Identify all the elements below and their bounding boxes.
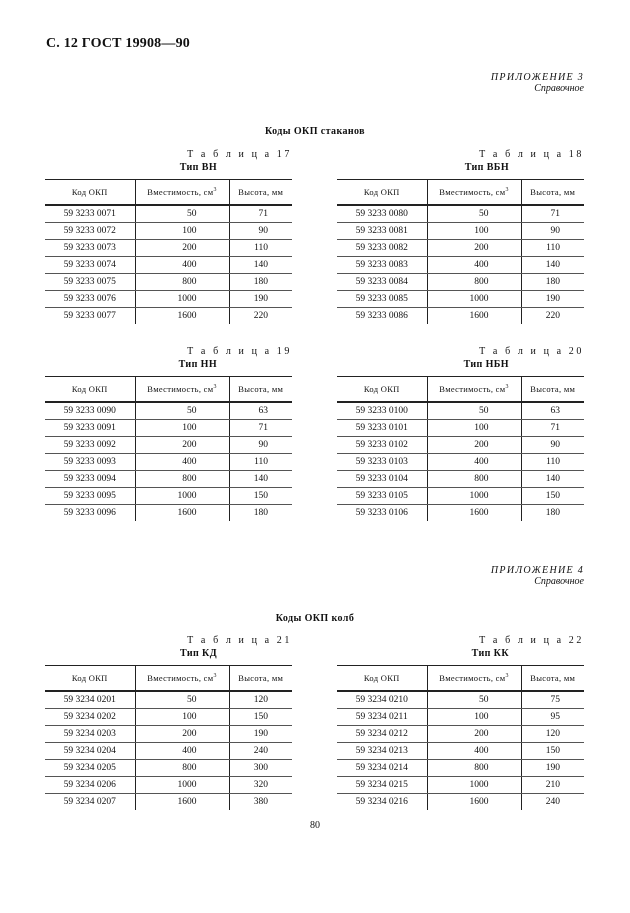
okp-code-cell: 59 3233 0092 <box>45 437 135 454</box>
table-row <box>337 205 584 223</box>
height-cell: 150 <box>521 743 584 760</box>
volume-cell: 1000 <box>427 777 521 794</box>
okp-code-cell: 59 3233 0091 <box>45 420 135 437</box>
table-number: Т а б л и ц а 18 <box>479 149 584 160</box>
okp-code-cell: 59 3233 0082 <box>337 240 427 257</box>
volume-cell: 50 <box>427 205 521 223</box>
okp-code-cell: 59 3233 0103 <box>337 454 427 471</box>
volume-cell: 1000 <box>135 488 229 505</box>
column-header-code: Код ОКП <box>337 377 427 403</box>
column-header-height: Высота, мм <box>229 377 292 403</box>
table-caption <box>337 149 584 179</box>
table-caption <box>337 635 584 665</box>
appendix-4-label <box>491 565 584 587</box>
okp-code-cell: 59 3233 0101 <box>337 420 427 437</box>
okp-code-cell: 59 3233 0106 <box>355 508 408 518</box>
column-header-code: Код ОКП <box>45 180 135 206</box>
table-row <box>337 488 584 505</box>
table-row <box>45 691 292 709</box>
volume-cell: 800 <box>427 274 521 291</box>
height-cell: 71 <box>229 420 292 437</box>
column-header-volume-text: Вместимость, см <box>147 187 214 197</box>
column-header-volume-text: Вместимость, см <box>439 187 506 197</box>
volume-cell: 200 <box>135 437 229 454</box>
okp-code-cell: 59 3234 0203 <box>45 726 135 743</box>
table-row <box>337 794 584 811</box>
height-cell: 90 <box>521 223 584 240</box>
table-block <box>337 635 584 810</box>
column-header-volume-text: Вместимость, см <box>439 384 506 394</box>
volume-cell: 800 <box>135 760 229 777</box>
appendix-3-title: ПРИЛОЖЕНИЕ 3 <box>490 72 584 83</box>
okp-code-cell: 59 3234 0202 <box>45 709 135 726</box>
height-cell: 140 <box>229 471 292 488</box>
table-row <box>337 760 584 777</box>
table-row <box>45 291 292 308</box>
height-cell: 140 <box>521 257 584 274</box>
volume-cell: 1600 <box>427 505 521 522</box>
height-cell: 190 <box>229 291 292 308</box>
table-block <box>337 346 584 521</box>
table-number: Т а б л и ц а 19 <box>187 346 292 357</box>
okp-code-cell: 59 3234 0211 <box>337 709 427 726</box>
volume-cell: 400 <box>427 743 521 760</box>
column-header-volume <box>135 666 229 692</box>
height-cell: 110 <box>229 454 292 471</box>
table-row <box>45 402 292 420</box>
okp-code-cell: 59 3234 0213 <box>337 743 427 760</box>
height-cell: 63 <box>521 402 584 420</box>
height-cell: 210 <box>521 777 584 794</box>
table-type-label: Тип НБН <box>463 359 509 370</box>
volume-cell: 800 <box>135 471 229 488</box>
okp-code-cell: 59 3234 0212 <box>337 726 427 743</box>
volume-cell: 1000 <box>135 777 229 794</box>
okp-table <box>45 179 292 324</box>
height-cell: 120 <box>521 726 584 743</box>
okp-table <box>45 665 292 810</box>
table-type-label: Тип ВН <box>179 162 217 173</box>
height-cell: 180 <box>229 505 292 522</box>
okp-code-cell: 59 3233 0072 <box>45 223 135 240</box>
okp-code-cell: 59 3234 0215 <box>337 777 427 794</box>
volume-cell: 50 <box>427 402 521 420</box>
table-row <box>337 691 584 709</box>
table-type-label: Тип КД <box>180 648 217 659</box>
okp-code-cell: 59 3234 0210 <box>337 691 427 709</box>
table-row <box>337 308 584 325</box>
table-row <box>45 308 292 325</box>
table-number: Т а б л и ц а 17 <box>187 149 292 160</box>
okp-code-cell: 59 3233 0105 <box>337 488 427 505</box>
table-caption <box>45 149 292 179</box>
height-cell: 150 <box>229 488 292 505</box>
table-row <box>45 743 292 760</box>
table-row <box>45 794 292 811</box>
table-header-row <box>337 180 584 206</box>
okp-code-cell: 59 3233 0080 <box>337 205 427 223</box>
height-cell: 90 <box>229 437 292 454</box>
table-header-row <box>45 377 292 403</box>
height-cell: 75 <box>521 691 584 709</box>
okp-code-cell: 59 3234 0204 <box>45 743 135 760</box>
volume-cell: 400 <box>427 257 521 274</box>
height-cell: 320 <box>229 777 292 794</box>
table-caption <box>45 346 292 376</box>
volume-cell: 200 <box>427 437 521 454</box>
okp-code-cell: 59 3233 0074 <box>45 257 135 274</box>
volume-cell: 1600 <box>135 794 229 811</box>
volume-cell: 100 <box>427 223 521 240</box>
okp-code-cell: 59 3233 0096 <box>63 508 116 518</box>
volume-cell: 1600 <box>135 308 229 325</box>
okp-code-cell: 59 3234 0214 <box>337 760 427 777</box>
volume-cell: 200 <box>135 726 229 743</box>
column-header-volume <box>427 666 521 692</box>
table-header-row <box>337 666 584 692</box>
okp-code-cell: 59 3233 0085 <box>337 291 427 308</box>
okp-code-cell: 59 3233 0076 <box>45 291 135 308</box>
table-row <box>337 454 584 471</box>
table-block <box>45 346 292 521</box>
height-cell: 190 <box>229 726 292 743</box>
table-row <box>45 454 292 471</box>
okp-code-cell: 59 3233 0073 <box>45 240 135 257</box>
table-row <box>45 777 292 794</box>
table-header-row <box>337 377 584 403</box>
appendix-4-subtitle: Справочное <box>534 576 584 587</box>
volume-cell: 800 <box>135 274 229 291</box>
table-caption <box>337 346 584 376</box>
table-row <box>45 257 292 274</box>
table-number: Т а б л и ц а 21 <box>187 635 292 646</box>
okp-code-cell: 59 3234 0201 <box>45 691 135 709</box>
table-row <box>45 760 292 777</box>
height-cell: 71 <box>521 420 584 437</box>
height-cell: 150 <box>229 709 292 726</box>
volume-cell: 100 <box>135 420 229 437</box>
height-cell: 63 <box>229 402 292 420</box>
volume-cell: 200 <box>135 240 229 257</box>
volume-cell: 100 <box>135 709 229 726</box>
column-header-volume <box>135 180 229 206</box>
column-header-height: Высота, мм <box>521 666 584 692</box>
column-header-volume-exponent: 3 <box>213 187 217 194</box>
table-row <box>337 726 584 743</box>
column-header-volume-text: Вместимость, см <box>439 673 506 683</box>
volume-cell: 400 <box>135 257 229 274</box>
section-title-okp-beakers: Коды ОКП стаканов <box>265 126 365 137</box>
column-header-volume-exponent: 3 <box>505 187 509 194</box>
okp-table <box>45 376 292 521</box>
column-header-code: Код ОКП <box>337 180 427 206</box>
volume-cell: 200 <box>427 240 521 257</box>
okp-code-cell: 59 3233 0075 <box>45 274 135 291</box>
okp-code-cell: 59 3233 0084 <box>337 274 427 291</box>
height-cell: 190 <box>521 291 584 308</box>
table-row <box>337 402 584 420</box>
volume-cell: 50 <box>427 691 521 709</box>
table-row <box>337 257 584 274</box>
table-row <box>337 240 584 257</box>
column-header-volume-text: Вместимость, см <box>147 384 214 394</box>
okp-code-cell: 59 3233 0090 <box>45 402 135 420</box>
okp-code-cell: 59 3233 0086 <box>355 311 408 321</box>
column-header-volume-exponent: 3 <box>505 384 509 391</box>
volume-cell: 200 <box>427 726 521 743</box>
okp-code-cell: 59 3233 0093 <box>45 454 135 471</box>
volume-cell: 400 <box>135 454 229 471</box>
height-cell: 95 <box>521 709 584 726</box>
table-row <box>337 505 584 522</box>
table-row <box>337 471 584 488</box>
page-number: 80 <box>310 820 320 831</box>
table-row <box>45 240 292 257</box>
height-cell: 140 <box>229 257 292 274</box>
height-cell: 380 <box>229 794 292 811</box>
height-cell: 180 <box>521 274 584 291</box>
table-row <box>337 274 584 291</box>
table-row <box>337 709 584 726</box>
okp-code-cell: 59 3233 0095 <box>45 488 135 505</box>
volume-cell: 50 <box>135 691 229 709</box>
column-header-volume-exponent: 3 <box>213 384 217 391</box>
height-cell: 110 <box>229 240 292 257</box>
table-block <box>337 149 584 324</box>
column-header-volume-text: Вместимость, см <box>147 673 214 683</box>
table-row <box>45 726 292 743</box>
okp-code-cell: 59 3233 0100 <box>337 402 427 420</box>
okp-code-cell: 59 3234 0205 <box>45 760 135 777</box>
section-title-okp-flasks: Коды ОКП колб <box>275 613 355 624</box>
okp-code-cell: 59 3233 0081 <box>337 223 427 240</box>
volume-cell: 400 <box>427 454 521 471</box>
table-row <box>337 777 584 794</box>
height-cell: 110 <box>521 454 584 471</box>
table-type-label: Тип ВБН <box>464 162 509 173</box>
volume-cell: 800 <box>427 471 521 488</box>
column-header-code: Код ОКП <box>337 666 427 692</box>
table-row <box>45 437 292 454</box>
height-cell: 90 <box>229 223 292 240</box>
volume-cell: 1000 <box>427 291 521 308</box>
table-row <box>45 488 292 505</box>
table-number: Т а б л и ц а 20 <box>479 346 584 357</box>
volume-cell: 100 <box>427 709 521 726</box>
table-row <box>45 471 292 488</box>
column-header-volume <box>135 377 229 403</box>
table-row <box>45 274 292 291</box>
volume-cell: 1000 <box>427 488 521 505</box>
table-row <box>45 505 292 522</box>
volume-cell: 50 <box>135 402 229 420</box>
volume-cell: 800 <box>427 760 521 777</box>
table-row <box>337 743 584 760</box>
column-header-code: Код ОКП <box>45 666 135 692</box>
appendix-3-subtitle: Справочное <box>534 83 584 94</box>
height-cell: 180 <box>521 505 584 522</box>
table-header-row <box>45 180 292 206</box>
height-cell: 120 <box>229 691 292 709</box>
table-row <box>337 291 584 308</box>
height-cell: 71 <box>521 205 584 223</box>
table-type-label: Тип НН <box>178 359 217 370</box>
volume-cell: 50 <box>135 205 229 223</box>
column-header-height: Высота, мм <box>521 180 584 206</box>
volume-cell: 400 <box>135 743 229 760</box>
table-row <box>337 223 584 240</box>
column-header-volume-exponent: 3 <box>213 673 217 680</box>
volume-cell: 100 <box>135 223 229 240</box>
table-row <box>45 223 292 240</box>
column-header-volume <box>427 377 521 403</box>
okp-code-cell: 59 3233 0094 <box>45 471 135 488</box>
column-header-volume <box>427 180 521 206</box>
table-row <box>337 420 584 437</box>
table-block <box>45 149 292 324</box>
column-header-height: Высота, мм <box>521 377 584 403</box>
table-type-label: Тип КК <box>471 648 509 659</box>
column-header-height: Высота, мм <box>229 666 292 692</box>
height-cell: 180 <box>229 274 292 291</box>
okp-table <box>337 665 584 810</box>
volume-cell: 1600 <box>427 308 521 325</box>
okp-code-cell: 59 3233 0102 <box>337 437 427 454</box>
table-number: Т а б л и ц а 22 <box>479 635 584 646</box>
height-cell: 220 <box>521 308 584 325</box>
page-header-title: С. 12 ГОСТ 19908—90 <box>46 36 190 51</box>
height-cell: 190 <box>521 760 584 777</box>
table-row <box>45 709 292 726</box>
height-cell: 220 <box>229 308 292 325</box>
volume-cell: 1000 <box>135 291 229 308</box>
okp-code-cell: 59 3233 0104 <box>337 471 427 488</box>
okp-code-cell: 59 3233 0083 <box>337 257 427 274</box>
table-block <box>45 635 292 810</box>
okp-table <box>337 179 584 324</box>
column-header-volume-exponent: 3 <box>505 673 509 680</box>
table-row <box>337 437 584 454</box>
okp-table <box>337 376 584 521</box>
appendix-3-label <box>491 72 584 94</box>
height-cell: 150 <box>521 488 584 505</box>
height-cell: 110 <box>521 240 584 257</box>
appendix-4-title: ПРИЛОЖЕНИЕ 4 <box>490 565 584 576</box>
okp-code-cell: 59 3233 0071 <box>45 205 135 223</box>
volume-cell: 1600 <box>135 505 229 522</box>
okp-code-cell: 59 3234 0216 <box>355 797 408 807</box>
okp-code-cell: 59 3233 0077 <box>63 311 116 321</box>
table-row <box>45 420 292 437</box>
volume-cell: 1600 <box>427 794 521 811</box>
table-row <box>45 205 292 223</box>
okp-code-cell: 59 3234 0206 <box>45 777 135 794</box>
column-header-code: Код ОКП <box>45 377 135 403</box>
volume-cell: 100 <box>427 420 521 437</box>
height-cell: 240 <box>521 794 584 811</box>
height-cell: 140 <box>521 471 584 488</box>
height-cell: 300 <box>229 760 292 777</box>
table-caption <box>45 635 292 665</box>
height-cell: 71 <box>229 205 292 223</box>
okp-code-cell: 59 3234 0207 <box>63 797 116 807</box>
column-header-height: Высота, мм <box>229 180 292 206</box>
height-cell: 240 <box>229 743 292 760</box>
table-header-row <box>45 666 292 692</box>
height-cell: 90 <box>521 437 584 454</box>
